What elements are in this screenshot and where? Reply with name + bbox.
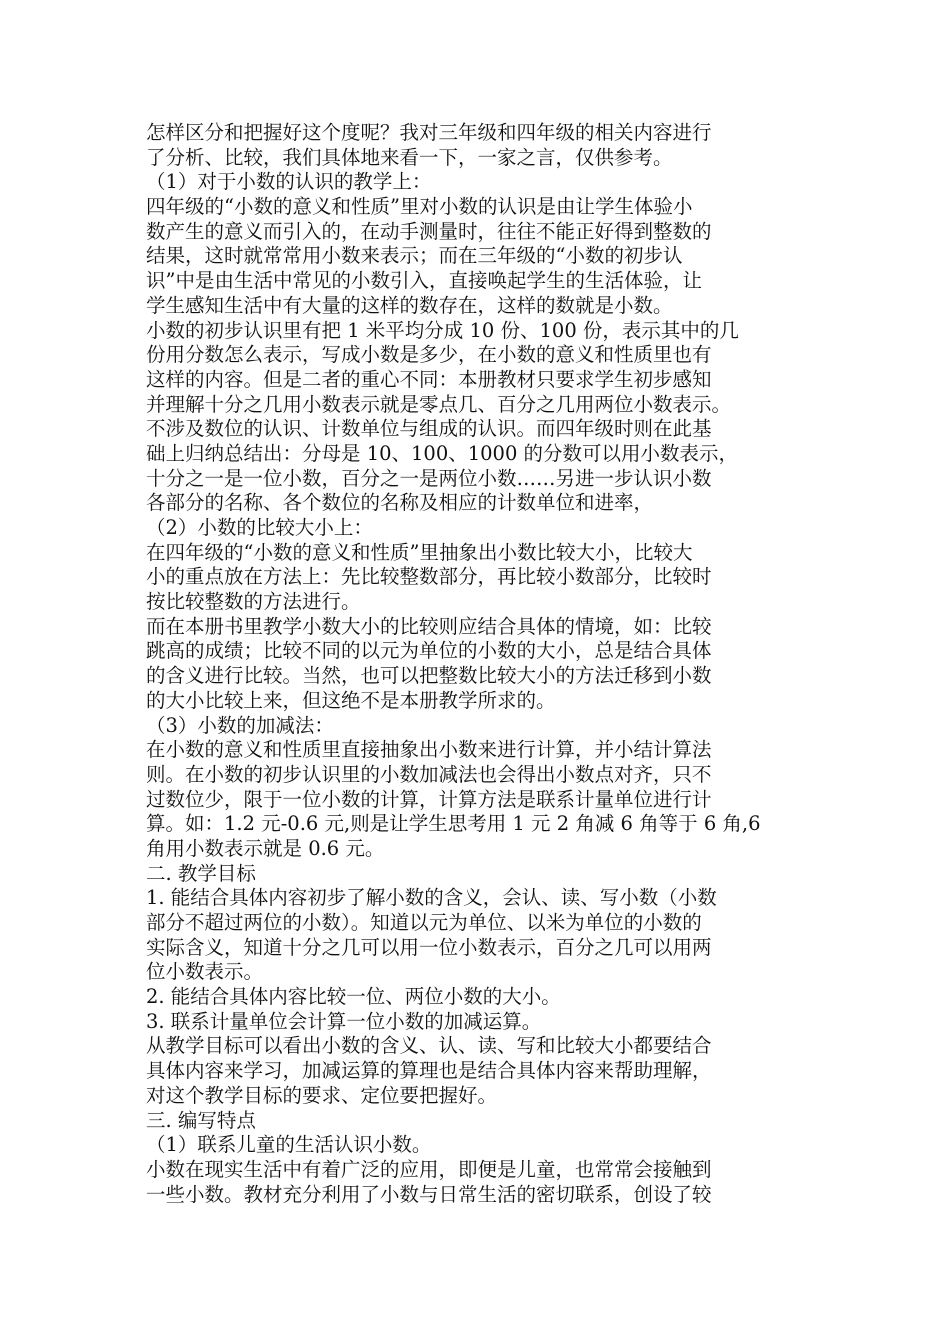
text-line: 在四年级的“小数的意义和性质”里抽象出小数比较大小，比较大	[146, 540, 693, 564]
text-line: 从教学目标可以看出小数的含义、认、读、写和比较大小都要结合	[146, 1034, 712, 1058]
text-line: 础上归纳总结出：分母是 10、100、1000 的分数可以用小数表示，	[146, 441, 739, 465]
text-line: 了分析、比较，我们具体地来看一下，一家之言，仅供参考。	[146, 145, 673, 169]
text-line: （1）对于小数的认识的教学上：	[146, 170, 432, 194]
text-line: （3）小数的加减法：	[146, 713, 334, 737]
text-line: 小数的初步认识里有把 1 米平均分成 10 份、100 份，表示其中的几	[146, 318, 739, 342]
text-line: 实际含义，知道十分之几可以用一位小数表示，百分之几可以用两	[146, 935, 712, 959]
text-line: 二. 教学目标	[146, 861, 256, 885]
text-line: 跳高的成绩；比较不同的以元为单位的小数的大小，总是结合具体	[146, 639, 712, 663]
text-line: 识”中是由生活中常见的小数引入，直接唤起学生的生活体验，让	[146, 269, 702, 293]
text-line: 四年级的“小数的意义和性质”里对小数的认识是由让学生体验小	[146, 195, 693, 219]
text-line: （1）联系儿童的生活认识小数。	[146, 1133, 432, 1157]
text-line: 位小数表示。	[146, 960, 264, 984]
text-line: 3. 联系计量单位会计算一位小数的加减运算。	[146, 1009, 542, 1033]
text-line: （2）小数的比较大小上：	[146, 516, 373, 539]
text-line: 结果，这时就常常用小数来表示；而在三年级的“小数的初步认	[146, 244, 683, 268]
text-line: 小的重点放在方法上：先比较整数部分，再比较小数部分，比较时	[146, 565, 712, 589]
text-line: 的大小比较上来，但这绝不是本册教学所求的。	[146, 688, 556, 712]
text-line: 这样的内容。但是二者的重心不同：本册教材只要求学生初步感知	[146, 367, 712, 391]
document-body	[146, 121, 812, 1207]
text-line: 具体内容来学习，加减运算的算理也是结合具体内容来帮助理解，	[146, 1059, 712, 1083]
text-line: 十分之一是一位小数，百分之一是两位小数……另进一步认识小数	[146, 466, 712, 490]
text-line: 的含义进行比较。当然，也可以把整数比较大小的方法迁移到小数	[146, 664, 712, 688]
text-line: 小数在现实生活中有着广泛的应用，即便是儿童，也常常会接触到	[146, 1157, 712, 1181]
text-line: 不涉及数位的认识、计数单位与组成的认识。而四年级时则在此基	[146, 417, 712, 441]
text-line: 过数位少，限于一位小数的计算，计算方法是联系计量单位进行计	[146, 787, 712, 811]
text-line: 三. 编写特点	[146, 1108, 256, 1132]
text-line: 在小数的意义和性质里直接抽象出小数来进行计算，并小结计算法	[146, 738, 712, 762]
text-line: 怎样区分和把握好这个度呢？我对三年级和四年级的相关内容进行	[146, 121, 712, 144]
text-line: 并理解十分之几用小数表示就是零点几、百分之几用两位小数表示。	[146, 392, 732, 416]
text-line: 按比较整数的方法进行。	[146, 590, 361, 614]
text-line: 各部分的名称、各个数位的名称及相应的计数单位和进率，	[146, 491, 654, 515]
text-line: 份用分数怎么表示，写成小数是多少，在小数的意义和性质里也有	[146, 343, 712, 367]
text-line: 对这个教学目标的要求、定位要把握好。	[146, 1083, 498, 1107]
text-line: 部分不超过两位的小数）。知道以元为单位、以米为单位的小数的	[146, 911, 702, 934]
text-line: 一些小数。教材充分利用了小数与日常生活的密切联系，创设了较	[146, 1182, 712, 1206]
text-line: 而在本册书里教学小数大小的比较则应结合具体的情境，如：比较	[146, 614, 712, 638]
text-line: 数产生的意义而引入的，在动手测量时，往往不能正好得到整数的	[146, 219, 712, 243]
text-line: 2. 能结合具体内容比较一位、两位小数的大小。	[146, 985, 561, 1009]
text-line: 1. 能结合具体内容初步了解小数的含义，会认、读、写小数（小数	[146, 886, 717, 910]
text-line: 角用小数表示就是 0.6 元。	[146, 836, 385, 860]
text-line: 算。如：1.2 元-0.6 元,则是让学生思考用 1 元 2 角减 6 角等于 6 角,6	[146, 812, 761, 836]
text-line: 学生感知生活中有大量的这样的数存在，这样的数就是小数。	[146, 293, 673, 317]
text-line: 则。在小数的初步认识里的小数加减法也会得出小数点对齐，只不	[146, 762, 712, 786]
